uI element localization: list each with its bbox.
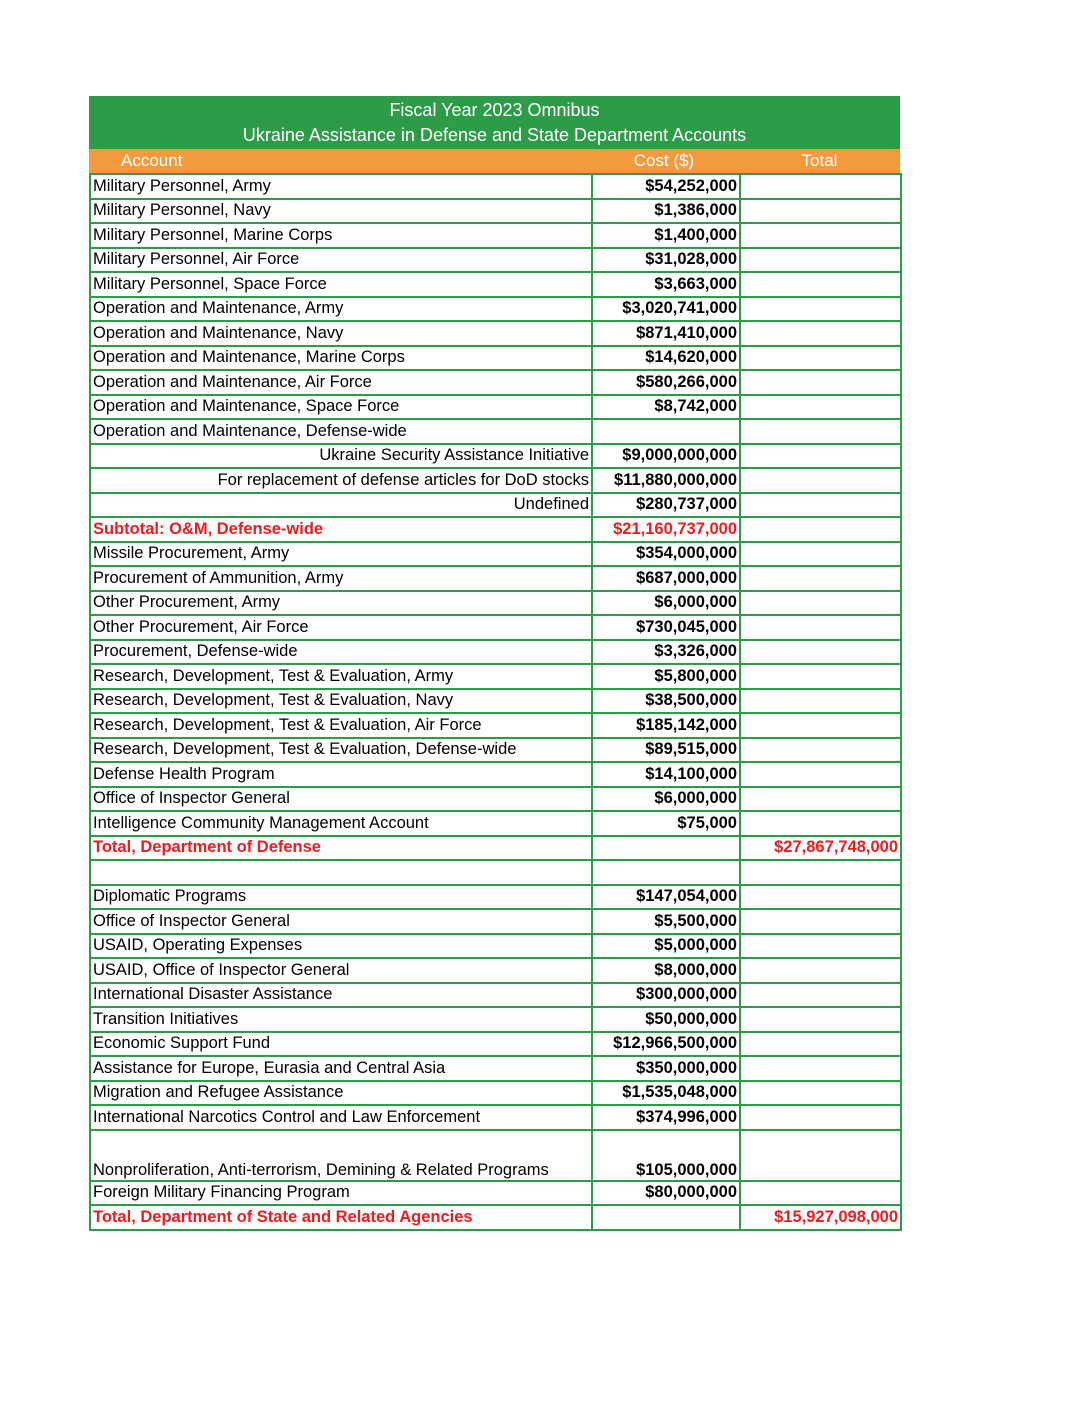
- table-row: [90, 395, 901, 420]
- total-cell: $27,867,748,000: [740, 836, 901, 861]
- cost-cell: $5,800,000: [592, 664, 740, 689]
- cost-cell: $11,880,000,000: [592, 468, 740, 493]
- account-cell: Foreign Military Financing Program: [90, 1181, 592, 1206]
- total-cell: [740, 468, 901, 493]
- total-cell: [740, 958, 901, 983]
- total-cell: [740, 297, 901, 322]
- total-cell: [740, 591, 901, 616]
- accounts-table: [89, 173, 902, 1231]
- account-cell: Missile Procurement, Army: [90, 542, 592, 567]
- cost-cell: $8,000,000: [592, 958, 740, 983]
- table-row: [90, 664, 901, 689]
- cost-cell: $730,045,000: [592, 615, 740, 640]
- total-cell: [740, 1181, 901, 1206]
- total-cell: [740, 321, 901, 346]
- total-cell: [740, 493, 901, 518]
- total-cell: [740, 909, 901, 934]
- account-cell: Defense Health Program: [90, 762, 592, 787]
- cost-cell: $5,500,000: [592, 909, 740, 934]
- cost-cell: $280,737,000: [592, 493, 740, 518]
- account-cell: Procurement, Defense-wide: [90, 640, 592, 665]
- table-row: [90, 493, 901, 518]
- total-cell: [740, 738, 901, 763]
- table-row: [90, 272, 901, 297]
- table-row: [90, 885, 901, 910]
- cost-cell: $9,000,000,000: [592, 444, 740, 469]
- total-cell: [740, 1007, 901, 1032]
- total-cell: [740, 1105, 901, 1130]
- cost-cell: $3,326,000: [592, 640, 740, 665]
- account-cell: Military Personnel, Air Force: [90, 248, 592, 273]
- account-cell: Office of Inspector General: [90, 787, 592, 812]
- total-cell: [740, 713, 901, 738]
- account-cell: International Disaster Assistance: [90, 983, 592, 1008]
- table-row: [90, 248, 901, 273]
- account-cell: Research, Development, Test & Evaluation, Air Force: [90, 713, 592, 738]
- cost-cell: [592, 419, 740, 444]
- table-row: [90, 689, 901, 714]
- account-cell: International Narcotics Control and Law Enforcement: [90, 1105, 592, 1130]
- table-row: [90, 517, 901, 542]
- account-cell: Subtotal: O&M, Defense-wide: [90, 517, 592, 542]
- title-block: [89, 96, 900, 149]
- total-cell: [740, 860, 901, 885]
- total-cell: [740, 811, 901, 836]
- table-row: [90, 297, 901, 322]
- table-row: [90, 1032, 901, 1057]
- cost-cell: $14,620,000: [592, 346, 740, 371]
- table-row: [90, 1056, 901, 1081]
- cost-cell: $1,386,000: [592, 199, 740, 224]
- cost-cell: $14,100,000: [592, 762, 740, 787]
- cost-cell: $1,400,000: [592, 223, 740, 248]
- total-cell: [740, 664, 901, 689]
- total-cell: [740, 885, 901, 910]
- total-cell: [740, 689, 901, 714]
- cost-cell: [592, 1205, 740, 1230]
- table-row: [90, 615, 901, 640]
- account-cell: Operation and Maintenance, Defense-wide: [90, 419, 592, 444]
- total-cell: [740, 983, 901, 1008]
- cost-cell: $871,410,000: [592, 321, 740, 346]
- total-cell: [740, 370, 901, 395]
- total-cell: [740, 517, 901, 542]
- cost-cell: $6,000,000: [592, 787, 740, 812]
- cost-cell: $54,252,000: [592, 174, 740, 199]
- total-cell: [740, 542, 901, 567]
- table-row: [90, 836, 901, 861]
- account-cell: [90, 860, 592, 885]
- account-cell: Intelligence Community Management Account: [90, 811, 592, 836]
- account-cell: Military Personnel, Army: [90, 174, 592, 199]
- total-cell: [740, 787, 901, 812]
- table-row: [90, 958, 901, 983]
- account-cell: Economic Support Fund: [90, 1032, 592, 1057]
- cost-cell: $350,000,000: [592, 1056, 740, 1081]
- account-cell: Military Personnel, Navy: [90, 199, 592, 224]
- account-cell: Procurement of Ammunition, Army: [90, 566, 592, 591]
- account-cell: Total, Department of State and Related Agencies: [90, 1205, 592, 1230]
- total-cell: [740, 395, 901, 420]
- cost-cell: $3,663,000: [592, 272, 740, 297]
- table-row: [90, 1105, 901, 1130]
- total-cell: [740, 1130, 901, 1181]
- account-cell: Military Personnel, Space Force: [90, 272, 592, 297]
- accounts-table-body: [90, 174, 901, 1230]
- total-cell: [740, 934, 901, 959]
- table-row: [90, 860, 901, 885]
- table-row: [90, 174, 901, 199]
- account-cell: For replacement of defense articles for DoD stocks: [90, 468, 592, 493]
- account-cell: USAID, Office of Inspector General: [90, 958, 592, 983]
- table-row: [90, 542, 901, 567]
- column-header-row: [89, 149, 900, 173]
- title-line-2: Ukraine Assistance in Defense and State Department Accounts: [242, 125, 747, 145]
- account-cell: Total, Department of Defense: [90, 836, 592, 861]
- account-cell: Office of Inspector General: [90, 909, 592, 934]
- total-cell: [740, 346, 901, 371]
- title-line-1: Fiscal Year 2023 Omnibus: [389, 100, 600, 120]
- table-row: [90, 566, 901, 591]
- account-cell: Research, Development, Test & Evaluation, Army: [90, 664, 592, 689]
- account-cell: Operation and Maintenance, Army: [90, 297, 592, 322]
- cost-cell: $580,266,000: [592, 370, 740, 395]
- cost-cell: $147,054,000: [592, 885, 740, 910]
- cost-cell: $5,000,000: [592, 934, 740, 959]
- cost-cell: $75,000: [592, 811, 740, 836]
- total-cell: [740, 223, 901, 248]
- account-cell: Other Procurement, Army: [90, 591, 592, 616]
- table-row: [90, 346, 901, 371]
- account-column-header: Account: [121, 151, 183, 170]
- total-cell: [740, 1081, 901, 1106]
- cost-cell: $3,020,741,000: [592, 297, 740, 322]
- cost-cell: $105,000,000: [592, 1130, 740, 1181]
- total-cell: [740, 615, 901, 640]
- total-cell: [740, 1032, 901, 1057]
- table-row: [90, 713, 901, 738]
- account-cell: Assistance for Europe, Eurasia and Central Asia: [90, 1056, 592, 1081]
- budget-sheet: [89, 96, 900, 1231]
- cost-cell: $374,996,000: [592, 1105, 740, 1130]
- cost-cell: $80,000,000: [592, 1181, 740, 1206]
- total-cell: $15,927,098,000: [740, 1205, 901, 1230]
- cost-cell: [592, 836, 740, 861]
- account-cell: Nonproliferation, Anti-terrorism, Demining & Related Programs: [90, 1130, 592, 1181]
- cost-cell: $185,142,000: [592, 713, 740, 738]
- account-cell: Operation and Maintenance, Marine Corps: [90, 346, 592, 371]
- table-row: [90, 983, 901, 1008]
- total-cell: [740, 640, 901, 665]
- cost-cell: $354,000,000: [592, 542, 740, 567]
- account-cell: Research, Development, Test & Evaluation, Defense-wide: [90, 738, 592, 763]
- account-cell: Operation and Maintenance, Space Force: [90, 395, 592, 420]
- table-row: [90, 934, 901, 959]
- table-row: [90, 199, 901, 224]
- cost-cell: $687,000,000: [592, 566, 740, 591]
- total-cell: [740, 248, 901, 273]
- table-row: [90, 787, 901, 812]
- total-cell: [740, 272, 901, 297]
- total-cell: [740, 762, 901, 787]
- account-cell: Transition Initiatives: [90, 1007, 592, 1032]
- table-row: [90, 762, 901, 787]
- total-cell: [740, 174, 901, 199]
- table-row: [90, 444, 901, 469]
- table-row: [90, 419, 901, 444]
- cost-cell: $21,160,737,000: [592, 517, 740, 542]
- table-row: [90, 321, 901, 346]
- account-cell: Operation and Maintenance, Air Force: [90, 370, 592, 395]
- total-cell: [740, 1056, 901, 1081]
- total-column-header: Total: [801, 151, 838, 170]
- table-row: [90, 909, 901, 934]
- total-cell: [740, 444, 901, 469]
- table-row: [90, 591, 901, 616]
- cost-cell: $8,742,000: [592, 395, 740, 420]
- table-row: [90, 468, 901, 493]
- account-cell: Operation and Maintenance, Navy: [90, 321, 592, 346]
- account-cell: Undefined: [90, 493, 592, 518]
- cost-cell: $6,000,000: [592, 591, 740, 616]
- account-cell: Migration and Refugee Assistance: [90, 1081, 592, 1106]
- table-row: [90, 1081, 901, 1106]
- table-row: [90, 370, 901, 395]
- cost-cell: $300,000,000: [592, 983, 740, 1008]
- total-cell: [740, 199, 901, 224]
- cost-cell: $1,535,048,000: [592, 1081, 740, 1106]
- table-row: [90, 738, 901, 763]
- cost-cell: $89,515,000: [592, 738, 740, 763]
- table-row: [90, 640, 901, 665]
- cost-cell: $31,028,000: [592, 248, 740, 273]
- table-row: [90, 1205, 901, 1230]
- table-row: [90, 1181, 901, 1206]
- account-cell: Research, Development, Test & Evaluation, Navy: [90, 689, 592, 714]
- account-cell: USAID, Operating Expenses: [90, 934, 592, 959]
- total-cell: [740, 566, 901, 591]
- total-cell: [740, 419, 901, 444]
- account-cell: Other Procurement, Air Force: [90, 615, 592, 640]
- table-row: [90, 223, 901, 248]
- table-row: [90, 811, 901, 836]
- cost-column-header: Cost ($): [633, 151, 695, 170]
- cost-cell: $12,966,500,000: [592, 1032, 740, 1057]
- account-cell: Military Personnel, Marine Corps: [90, 223, 592, 248]
- account-cell: Diplomatic Programs: [90, 885, 592, 910]
- table-row: [90, 1007, 901, 1032]
- account-cell: Ukraine Security Assistance Initiative: [90, 444, 592, 469]
- cost-cell: [592, 860, 740, 885]
- cost-cell: $50,000,000: [592, 1007, 740, 1032]
- cost-cell: $38,500,000: [592, 689, 740, 714]
- table-row: [90, 1130, 901, 1181]
